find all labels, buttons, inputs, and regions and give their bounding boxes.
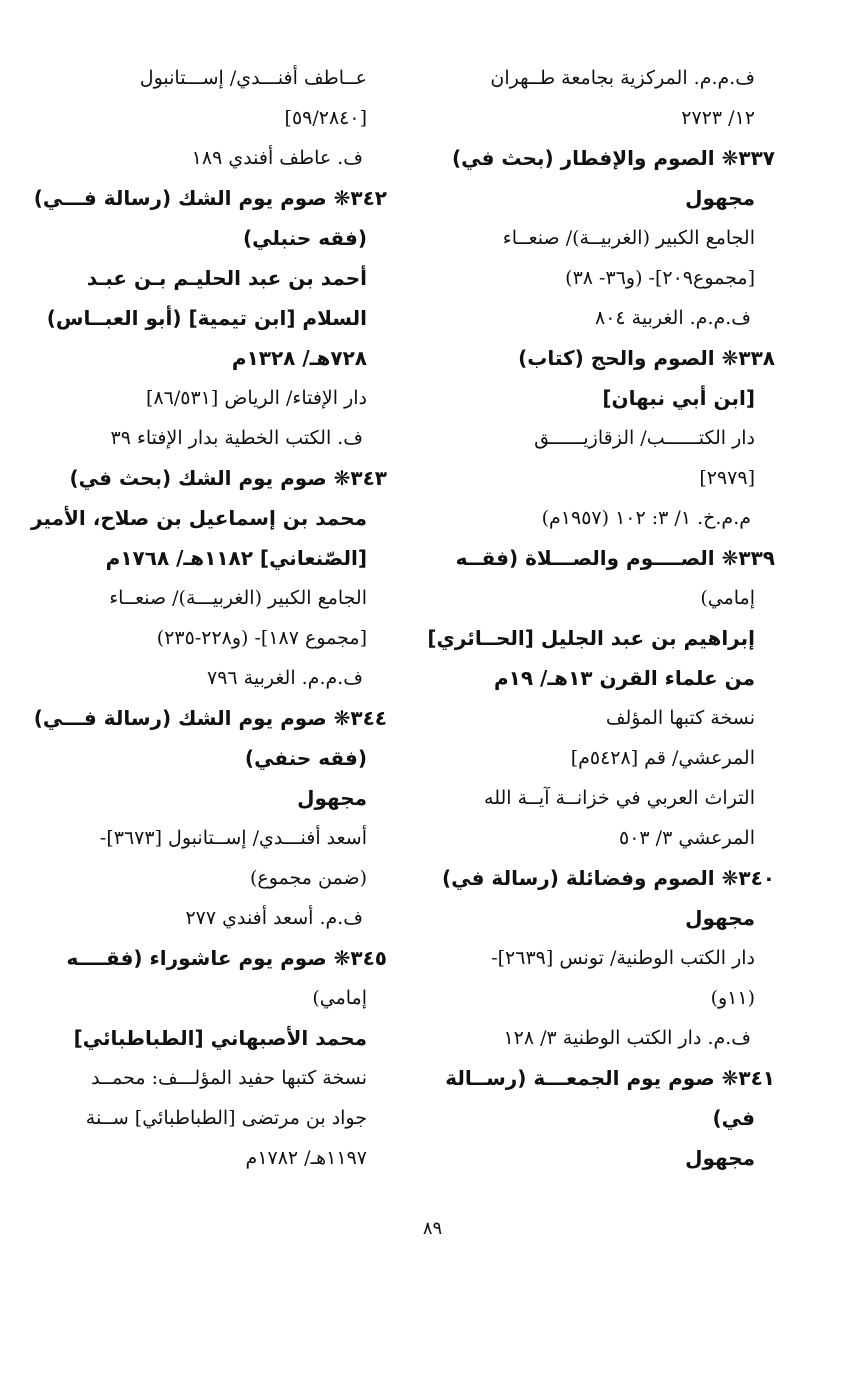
entry-line: ف. عاطف أفندي ١٨٩ (191, 147, 363, 169)
entry-line: مجهول (685, 906, 755, 930)
entry-line: ٧٢٨هـ/ ١٣٢٨م (231, 346, 367, 370)
entry-line: إمامي) (312, 987, 367, 1009)
entry-line: ف.م.م. الغربية ٨٠٤ (595, 307, 751, 329)
entry-line: في) (712, 1106, 755, 1130)
entry-line: دار الكتب الوطنية/ تونس [٢٦٣٩]- (491, 947, 755, 969)
entry-line: ٣٤٤❋ صوم يوم الشك (رسالة فـــي) (33, 706, 387, 730)
entry-line: مجهول (297, 786, 367, 810)
entry-line: جواد بن مرتضى [الطباطبائي] ســنة (85, 1107, 367, 1129)
entry-line: (فقه حنبلي) (242, 226, 367, 250)
entry-line: ٣٣٩❋ الصــــوم والصـــلاة (فقــه (455, 546, 775, 570)
entry-line: ٣٣٧❋ الصوم والإفطار (بحث في) (452, 146, 775, 170)
entry-line: إمامي) (700, 587, 755, 609)
page-number: ٨٩ (422, 1218, 443, 1239)
entry-line: (ضمن مجموع) (249, 867, 367, 889)
entry-line: ٣٤٠❋ الصوم وفضائلة (رسالة في) (442, 866, 775, 890)
entry-line: نسخة كتبها حفيد المؤلـــف: محمــد (91, 1067, 367, 1089)
entry-line: [مجموع٢٠٩]- (و٣٦- ٣٨) (565, 267, 755, 289)
entry-line: ٣٤٥❋ صوم يوم عاشوراء (فقــــه (66, 946, 387, 970)
entry-line: أحمد بن عبد الحليـم بـن عبـد (86, 266, 367, 290)
entry-line: ف.م. دار الكتب الوطنية ٣/ ١٢٨ (503, 1027, 751, 1049)
entry-line: [ابن أبي نبهان] (602, 386, 755, 410)
entry-line: مجهول (685, 186, 755, 210)
entry-line: ف.م.م. الغربية ٧٩٦ (207, 667, 363, 689)
entry-line: إبراهيم بن عبد الجليل [الحــائري] (427, 626, 755, 650)
entry-line: [الصّنعاني] ١١٨٢هـ/ ١٧٦٨م (105, 546, 367, 570)
entry-line: أسعد أفنـــدي/ إســتانبول [٣٦٧٣]- (99, 827, 367, 849)
entry-line: من علماء القرن ١٣هـ/ ١٩م (493, 666, 755, 690)
entry-line: ف.م.م. المركزية بجامعة طــهران (490, 67, 755, 89)
entry-line: ٣٣٨❋ الصوم والحج (كتاب) (518, 346, 775, 370)
entry-line: ف. الكتب الخطية بدار الإفتاء ٣٩ (110, 427, 363, 449)
entry-line: المرعشي/ قم [٥٤٢٨م] (570, 747, 755, 769)
right-column (427, 58, 775, 1178)
entry-line: ١٢/ ٢٧٢٣ (681, 107, 755, 129)
entry-line: ف.م. أسعد أفندي ٢٧٧ (185, 907, 363, 929)
entry-line: نسخة كتبها المؤلف (605, 707, 755, 729)
entry-line: ١١٩٧هـ/ ١٧٨٢م (245, 1147, 367, 1169)
entry-line: [مجموع ١٨٧]- (و٢٢٨-٢٣٥) (156, 627, 367, 649)
entry-line: الجامع الكبير (الغربيــة)/ صنعــاء (502, 227, 755, 249)
entry-line: محمد بن إسماعيل بن صلاح، الأمير (31, 506, 367, 530)
entry-line: ٣٤١❋ صوم يوم الجمعـــة (رســالة (445, 1066, 775, 1090)
entry-line: (١١و) (710, 987, 755, 1009)
entry-line: عــاطف أفنـــدي/ إســـتانبول (139, 67, 367, 89)
entry-line: [٥٩/٢٨٤٠] (284, 107, 367, 129)
entry-line: ٣٤٢❋ صوم يوم الشك (رسالة فـــي) (33, 186, 387, 210)
entry-line: دار الإفتاء/ الرياض [٨٦/٥٣١] (146, 387, 367, 409)
entry-line: [٢٩٧٩] (699, 467, 755, 489)
entry-line: محمد الأصبهاني [الطباطبائي] (73, 1026, 367, 1050)
entry-line: التراث العربي في خزانــة آيــة الله (484, 787, 755, 809)
entry-line: السلام [ابن تيمية] (أبو العبــاس) (46, 306, 367, 330)
entry-line: دار الكتــــــب/ الزقازيــــــق (534, 427, 755, 449)
entry-line: مجهول (685, 1146, 755, 1170)
entry-line: (فقه حنفي) (244, 746, 367, 770)
entry-line: ٣٤٣❋ صوم يوم الشك (بحث في) (69, 466, 387, 490)
entry-line: الجامع الكبير (الغربيـــة)/ صنعــاء (109, 587, 367, 609)
entry-line: م.م.خ. ١/ ٣: ١٠٢ (١٩٥٧م) (541, 507, 751, 529)
entry-line: المرعشي ٣/ ٥٠٣ (619, 827, 755, 849)
left-column (31, 58, 387, 1178)
